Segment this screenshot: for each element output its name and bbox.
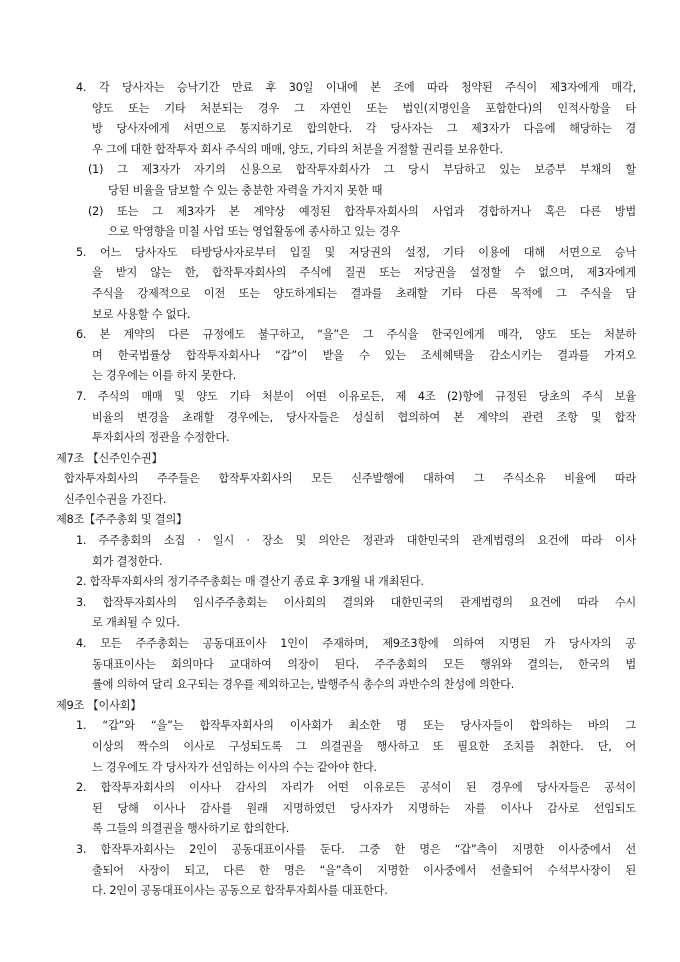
- text-line: (2) 또는 그 제3자가 본 계약상 예정된 합작투자회사의 사업과 경합하거나 혹은 다른 방법: [88, 204, 636, 218]
- section-heading: 제8조【주주총회 및 결의】: [56, 513, 188, 527]
- text-line: 을 받지 않는 한, 합작투자회사의 주식에 질권 또는 저당권을 설정할 수 없으며, 제3자에게: [92, 266, 636, 280]
- text-line: 양도 또는 기타 처분되는 경우 그 자연인 또는 법인(지명인을 포함한다)의 인적사항을 타: [92, 101, 636, 115]
- document-body: [56, 78, 636, 902]
- text-line: 으로 악영향을 미칠 사업 또는 영업활동에 종사하고 있는 경우: [108, 225, 401, 239]
- text-line: 동대표이사는 회의마다 교대하여 의장이 된다. 주주총회의 모든 행위와 결의는, 한국의 법: [92, 657, 636, 671]
- text-line: 3. 합작투자회사의 임시주주총회는 이사회의 결의와 대한민국의 관계법령의 요건에 따라 수시: [76, 595, 636, 609]
- text-line: 보로 사용할 수 없다.: [92, 307, 191, 321]
- text-line: 5. 어느 당사자도 타방당사자로부터 입질 및 저당권의 설정, 기타 이용에 대해 서면으로 승낙: [76, 245, 636, 259]
- text-line: 다. 2인이 공동대표이사는 공동으로 합작투자회사를 대표한다.: [92, 884, 388, 898]
- text-line: 우 그에 대한 합작투자 회사 주식의 매매, 양도, 기타의 처분을 거절할 권리를 보유한다.: [92, 142, 503, 156]
- text-line: 며 한국법률상 합작투자회사나 “갑”이 받을 수 있는 조세혜택을 감소시키는 결과를 가져오: [92, 348, 636, 362]
- text-line: 는 경우에는 이를 하지 못한다.: [92, 369, 237, 383]
- text-line: 7. 주식의 매매 및 양도 기타 처분이 어떤 이유로든, 제 4조 (2)항에 규정된 당초의 주식 보율: [76, 389, 636, 403]
- text-line: 4. 각 당사자는 승낙기간 만료 후 30일 이내에 본 조에 따라 청약된 주식이 제3자에게 매각,: [76, 81, 636, 94]
- text-line: 1. 주주총회의 소집 · 일시 · 장소 및 의안은 정관과 대한민국의 관계법령의 요건에 따라 이사: [76, 534, 636, 548]
- text-line: 3. 합작투자회사는 2인이 공동대표이사를 둔다. 그중 한 명은 “갑”측이 지명한 이사중에서 선: [76, 842, 636, 856]
- section-heading: 제7조 【신주인수권】: [56, 451, 163, 465]
- text-line: 4. 모든 주주총회는 공동대표이사 1인이 주재하며, 제9조3항에 의하여 지명된 가 당사자의 공: [76, 637, 636, 651]
- text-line: 로 개최될 수 있다.: [92, 616, 180, 630]
- text-line: 2. 합작투자회사의 정기주주총회는 매 결산기 종료 후 3개월 내 개최된다.: [76, 575, 424, 589]
- text-line: 6. 본 계약의 다른 규정에도 불구하고, “을”은 그 주식을 한국인에게 매각, 양도 또는 처분하: [76, 328, 636, 342]
- text-line: (1) 그 제3자가 자기의 신용으로 합작투자회사가 그 당시 부담하고 있는 보증부 부채의 할: [88, 163, 636, 177]
- text-line: 당된 비율을 담보할 수 있는 충분한 자력을 가지지 못한 때: [108, 183, 383, 197]
- text-line: 1. “갑”와 “을”는 합작투자회사의 이사회가 최소한 명 또는 당사자들이 합의하는 바의 그: [76, 719, 636, 733]
- text-line: 록 그들의 의결권을 행사하기로 합의한다.: [92, 822, 290, 836]
- text-line: 느 경우에도 각 당사자가 선임하는 이사의 수는 같아야 한다.: [92, 760, 377, 774]
- text-line: 출되어 사장이 되고, 다른 한 명은 “을”측이 지명한 이사중에서 선출되어 수석부사장이 된: [92, 863, 636, 877]
- text-line: 투자회사의 정관을 수정한다.: [92, 431, 230, 445]
- text-line: 합자투자회사의 주주들은 합작투자회사의 모든 신주발행에 대하여 그 주식소유 비율에 따라: [64, 472, 636, 486]
- text-line: 신주인수권을 가진다.: [64, 492, 167, 506]
- text-line: 주식을 강제적으로 이전 또는 양도하게되는 결과를 초래할 기타 다른 목적에 그 주식을 담: [92, 286, 636, 300]
- text-line: 회가 결정한다.: [92, 554, 163, 568]
- text-line: 방 당사자에게 서면으로 통지하기로 합의한다. 각 당사자는 그 제3자가 다음에 해당하는 경: [92, 122, 636, 136]
- text-line: 2. 합작투자회사의 이사나 감사의 자리가 어떤 이유로든 공석이 된 경우에 당사자들은 공석이: [76, 781, 636, 795]
- text-line: 비율의 변경을 초래할 경우에는, 당사자들은 성실히 협의하여 본 계약의 관련 조항 및 합작: [92, 410, 636, 424]
- text-line: 된 당해 이사나 감사를 원래 지명하였던 당사자가 지명하는 자를 이사나 감사로 선임되도: [92, 801, 636, 815]
- section-heading: 제9조 【이사회】: [56, 698, 142, 712]
- text-line: 률에 의하여 달리 요구되는 경우를 제외하고는, 발행주식 총수의 과반수의 찬성에 의한다.: [92, 678, 515, 692]
- text-line: 이상의 짝수의 이사로 구성되도록 그 의결권을 행사하고 또 필요한 조치를 취한다. 단, 어: [92, 740, 636, 753]
